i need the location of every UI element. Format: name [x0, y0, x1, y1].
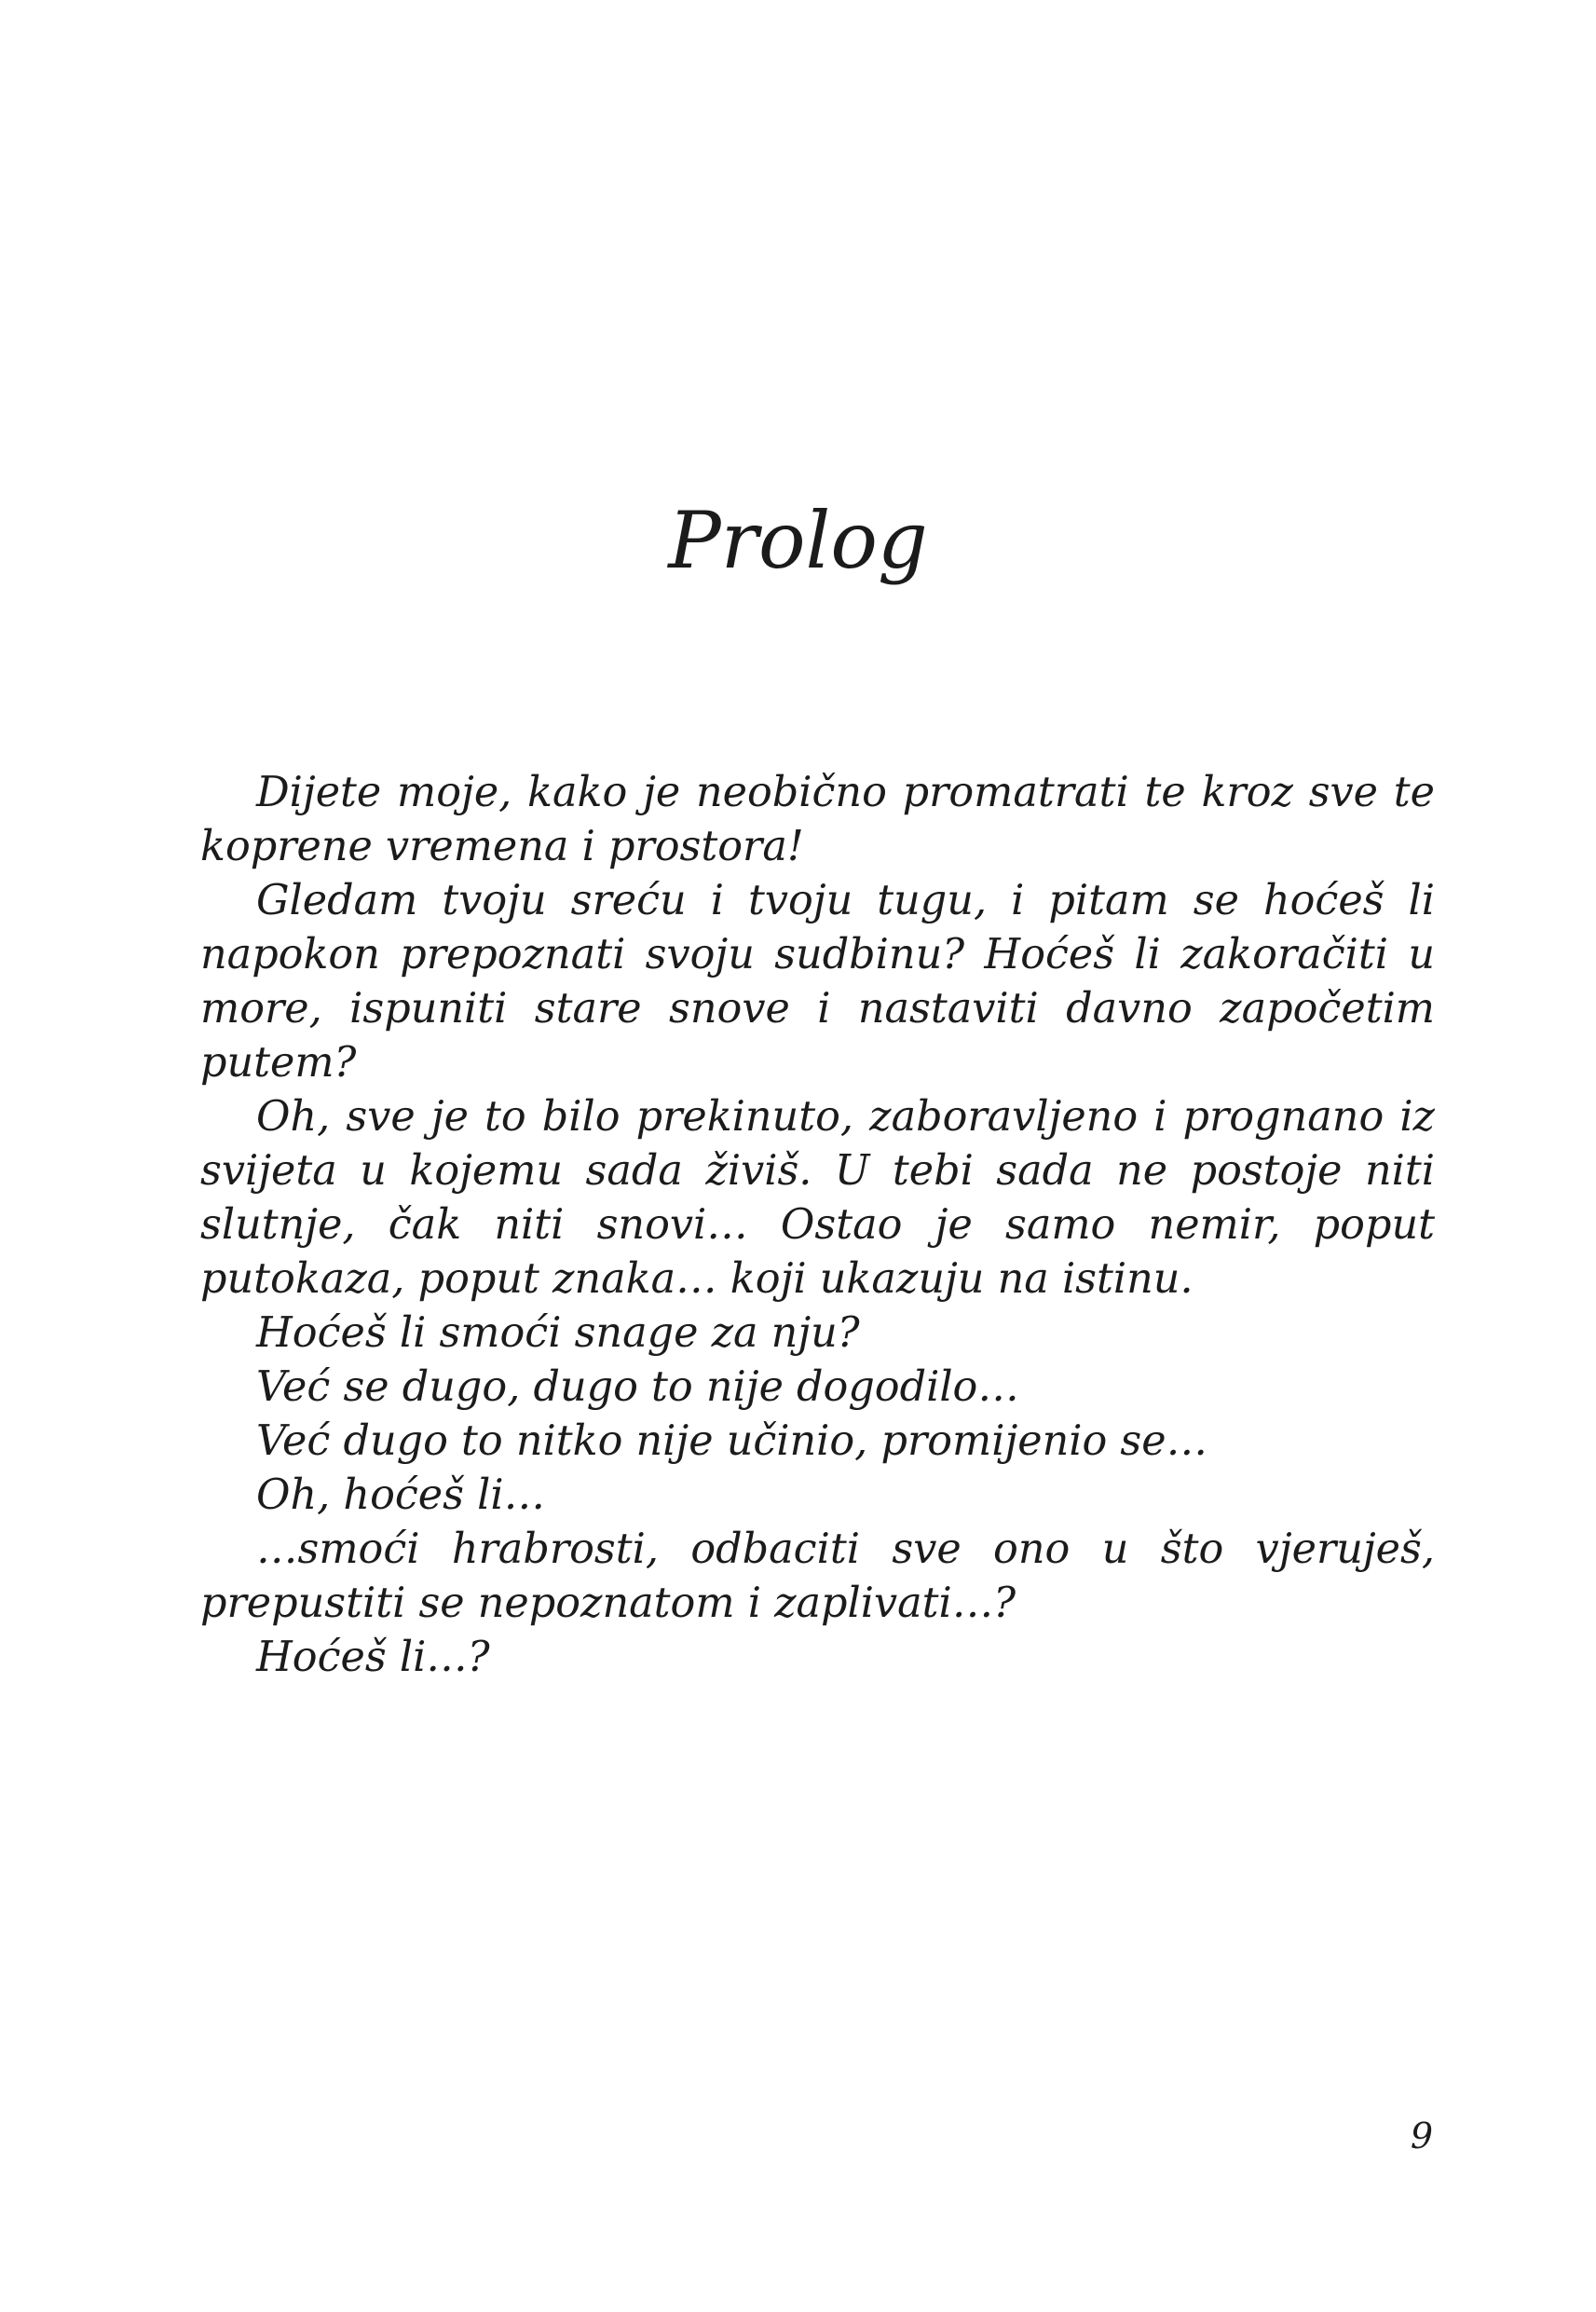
paragraph: Hoćeš li smoći snage za nju?	[256, 1309, 860, 1357]
chapter-title: Prolog	[668, 495, 928, 586]
page-number: 9	[1410, 2115, 1433, 2156]
chapter-body	[200, 766, 1435, 1685]
paragraph: Već se dugo, dugo to nije dogodilo…	[256, 1363, 1019, 1411]
paragraph: Oh, hoćeš li…	[256, 1471, 546, 1519]
paragraph: Gledam tvoju sreću i tvoju tugu, i pitam se hoćeš li napokon prepoznati svoju sudbinu? Hoćeš li zakoračiti u more, ispuniti stare snove i nastaviti davno započetim putem?	[200, 877, 1435, 1087]
paragraph: …smoći hrabrosti, odbaciti sve ono u što vjeruješ, prepustiti se nepoznatom i zaplivati…?	[200, 1525, 1435, 1627]
paragraph: Oh, sve je to bilo prekinuto, zaboravljeno i prognano iz svijeta u kojemu sada živiš. U tebi sada ne postoje niti slutnje, čak niti snovi… Ostao je samo nemir, poput putokaza, poput znaka… koji ukazuju na istinu.	[200, 1093, 1435, 1303]
paragraph: Već dugo to nitko nije učinio, promijenio se…	[256, 1417, 1208, 1465]
paragraph: Dijete moje, kako je neobično promatrati te kroz sve te koprene vremena i prostora!	[200, 769, 1435, 870]
paragraph: Hoćeš li…?	[256, 1634, 490, 1681]
